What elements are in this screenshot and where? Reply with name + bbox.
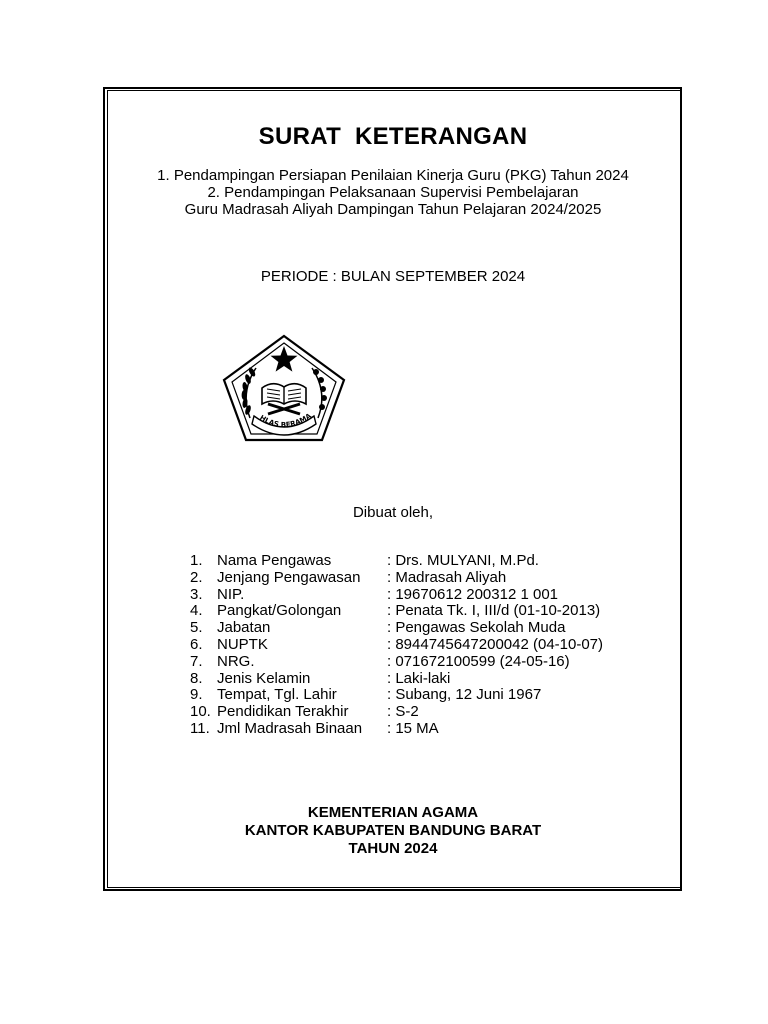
- detail-number: 3.: [190, 585, 203, 603]
- detail-number: 2.: [190, 568, 203, 586]
- detail-number: 7.: [190, 652, 203, 670]
- detail-number: 5.: [190, 619, 203, 637]
- detail-value: : 8944745647200042 (04-10-07): [387, 635, 604, 653]
- detail-label: Jml Madrasah Binaan: [217, 719, 363, 737]
- detail-label: Nama Pengawas: [217, 552, 332, 569]
- detail-label: NRG.: [217, 652, 255, 670]
- document-title: SURAT KETERANGAN: [258, 123, 528, 150]
- detail-label: Pendidikan Terakhir: [217, 703, 349, 721]
- detail-number: 1.: [190, 552, 203, 569]
- detail-value: : 15 MA: [387, 719, 439, 737]
- detail-label: Jenis Kelamin: [217, 669, 311, 687]
- detail-value: : Laki-laki: [387, 669, 451, 687]
- footer-line-ministry: KEMENTERIAN AGAMA: [307, 804, 479, 821]
- detail-number: 11.: [190, 719, 210, 737]
- detail-value: : 19670612 200312 1 001: [387, 585, 558, 603]
- subtitle-line-2: 2. Pendampingan Pelaksanaan Supervisi Pembelajaran: [207, 184, 579, 201]
- detail-label: Jabatan: [217, 619, 271, 637]
- subtitle-line-3: Guru Madrasah Aliyah Dampingan Tahun Pelajaran 2024/2025: [184, 201, 602, 218]
- detail-value: : Pengawas Sekolah Muda: [387, 619, 566, 637]
- dibuat-oleh-text: Dibuat oleh,: [352, 504, 434, 521]
- detail-label: NIP.: [217, 585, 245, 603]
- footer-line-year: TAHUN 2024: [348, 840, 438, 857]
- subtitle-line-1: 1. Pendampingan Persiapan Penilaian Kinerja Guru (PKG) Tahun 2024: [157, 167, 629, 184]
- footer-line-office: KANTOR KABUPATEN BANDUNG BARAT: [244, 822, 542, 839]
- detail-label: Tempat, Tgl. Lahir: [217, 686, 337, 704]
- periode-text: PERIODE : BULAN SEPTEMBER 2024: [260, 268, 526, 285]
- detail-value: : Drs. MULYANI, M.Pd.: [387, 552, 539, 569]
- issuer-footer: [0, 804, 768, 858]
- detail-number: 6.: [190, 635, 203, 653]
- detail-number: 8.: [190, 669, 203, 687]
- detail-value: : S-2: [387, 703, 419, 721]
- detail-number: 10.: [190, 703, 211, 721]
- detail-value: : 071672100599 (24-05-16): [387, 652, 570, 670]
- detail-label: Jenjang Pengawasan: [217, 568, 361, 586]
- kementerian-agama-emblem-icon: [222, 332, 347, 444]
- detail-label: Pangkat/Golongan: [217, 602, 342, 620]
- detail-label: NUPTK: [217, 635, 268, 653]
- detail-value: : Subang, 12 Juni 1967: [387, 686, 542, 704]
- detail-value: : Penata Tk. I, III/d (01-10-2013): [387, 602, 601, 620]
- detail-number: 4.: [190, 602, 203, 620]
- detail-value: : Madrasah Aliyah: [387, 568, 507, 586]
- detail-number: 9.: [190, 686, 203, 704]
- ribbon-text: HLAS BERAMA: [258, 411, 313, 430]
